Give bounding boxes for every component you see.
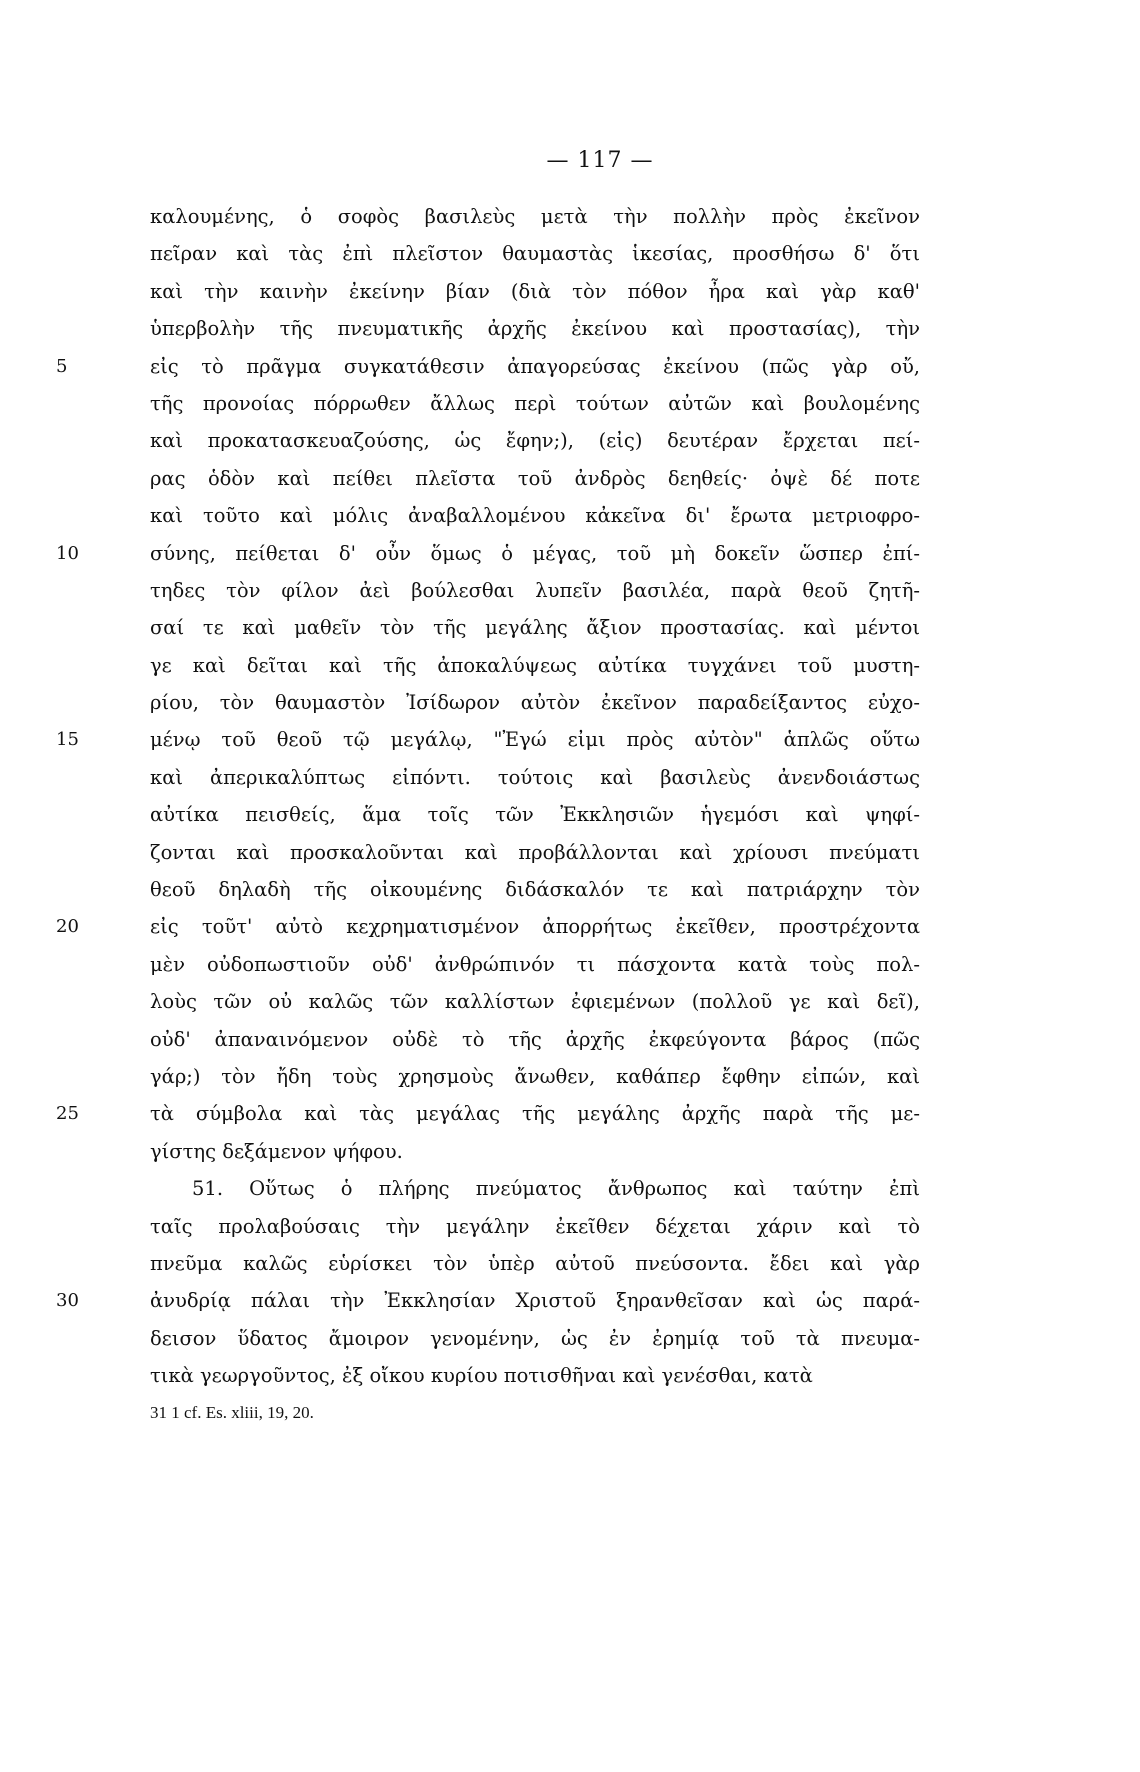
text-line-content: πεῖραν καὶ τὰς ἐπὶ πλεῖστον θαυμαστὰς ἱκεσίας, προσθήσω δ' ὅτι <box>150 242 920 266</box>
text-line-content: θεοῦ δηλαδὴ τῆς οἰκουμένης διδάσκαλόν τε καὶ πατριάρχην τὸν <box>150 878 920 902</box>
text-line <box>150 609 920 646</box>
text-line <box>56 1282 920 1319</box>
text-line-content: ἀνυδρίᾳ πάλαι τὴν Ἐκκλησίαν Χριστοῦ ξηρανθεῖσαν καὶ ὡς παρά- <box>150 1289 920 1313</box>
body-text <box>56 198 920 1395</box>
text-line-content: καὶ τοῦτο καὶ μόλις ἀναβαλλομένου κἀκεῖνα δι' ἔρωτα μετριοφρο- <box>150 504 920 528</box>
line-number: 15 <box>56 729 79 751</box>
text-line-content: μὲν οὐδοπωστιοῦν οὐδ' ἀνθρώπινόν τι πάσχοντα κατὰ τοὺς πολ- <box>150 952 920 976</box>
text-line <box>150 1170 920 1207</box>
text-line-content: ὑπερβολὴν τῆς πνευματικῆς ἀρχῆς ἐκείνου καὶ προστασίας), τὴν <box>150 317 920 341</box>
text-line <box>150 647 920 684</box>
text-line <box>150 796 920 833</box>
text-line <box>150 422 920 459</box>
text-line-content: τικὰ γεωργοῦντος, ἐξ οἴκου κυρίου ποτισθῆναι καὶ γενέσθαι, κατὰ <box>150 1364 813 1388</box>
text-line-content: τῆς προνοίας πόρρωθεν ἄλλως περὶ τούτων αὐτῶν καὶ βουλομένης <box>150 391 920 415</box>
text-line <box>150 684 920 721</box>
text-line <box>150 235 920 272</box>
text-line <box>56 1095 920 1132</box>
line-number: 20 <box>56 916 79 938</box>
text-line <box>150 385 920 422</box>
page-number: — 117 — <box>546 148 654 173</box>
line-number: 30 <box>56 1290 79 1312</box>
text-line <box>150 759 920 796</box>
text-line <box>150 1021 920 1058</box>
text-line-content: λοὺς τῶν οὐ καλῶς τῶν καλλίστων ἐφιεμένων (πολλοῦ γε καὶ δεῖ), <box>150 990 920 1014</box>
text-line <box>150 1208 920 1245</box>
text-line <box>150 1245 920 1282</box>
text-line-content: ρας ὁδὸν καὶ πείθει πλεῖστα τοῦ ἀνδρὸς δεηθείς· ὀψὲ δέ ποτε <box>150 466 920 490</box>
text-line-content: ρίου, τὸν θαυμαστὸν Ἰσίδωρον αὐτὸν ἐκεῖνον παραδείξαντος εὐχο- <box>150 691 920 715</box>
text-line-content: ταῖς προλαβούσαις τὴν μεγάλην ἐκεῖθεν δέχεται χάριν καὶ τὸ <box>150 1214 920 1238</box>
text-line-content: αὐτίκα πεισθείς, ἅμα τοῖς τῶν Ἐκκλησιῶν ἡγεμόσι καὶ ψηφί- <box>150 803 920 827</box>
text-line <box>150 310 920 347</box>
text-line <box>150 834 920 871</box>
text-line-content: μένῳ τοῦ θεοῦ τῷ μεγάλῳ, "Ἐγώ εἰμι πρὸς αὐτὸν" ἁπλῶς οὕτω <box>150 728 920 752</box>
text-line <box>150 273 920 310</box>
text-line <box>56 348 920 385</box>
text-line <box>150 983 920 1020</box>
text-line-content: οὐδ' ἀπαναινόμενον οὐδὲ τὸ τῆς ἀρχῆς ἐκφεύγοντα βάρος (πῶς <box>150 1027 920 1051</box>
text-line-content: σύνης, πείθεται δ' οὖν ὅμως ὁ μέγας, τοῦ μὴ δοκεῖν ὥσπερ ἐπί- <box>150 541 920 565</box>
text-line-content: τηδες τὸν φίλον ἀεὶ βούλεσθαι λυπεῖν βασιλέα, παρὰ θεοῦ ζητῆ- <box>150 578 920 602</box>
text-line <box>56 535 920 572</box>
text-line <box>150 1058 920 1095</box>
text-line <box>150 460 920 497</box>
text-line-content: καὶ ἀπερικαλύπτως εἰπόντι. τούτοις καὶ βασιλεὺς ἀνενδοιάστως <box>150 765 920 789</box>
line-number: 10 <box>56 542 79 564</box>
text-line <box>56 721 920 758</box>
text-line <box>150 1320 920 1357</box>
text-line-content: καλουμένης, ὁ σοφὸς βασιλεὺς μετὰ τὴν πολλὴν πρὸς ἐκεῖνον <box>150 205 920 228</box>
text-line-content: γάρ;) τὸν ἤδη τοὺς χρησμοὺς ἄνωθεν, καθάπερ ἔφθην εἰπών, καὶ <box>150 1064 920 1088</box>
text-line-content: τὰ σύμβολα καὶ τὰς μεγάλας τῆς μεγάλης ἀρχῆς παρὰ τῆς με- <box>150 1102 920 1126</box>
text-line <box>150 198 920 235</box>
text-line-content: γε καὶ δεῖται καὶ τῆς ἀποκαλύψεως αὐτίκα τυγχάνει τοῦ μυστη- <box>150 653 920 677</box>
text-line-content: καὶ τὴν καινὴν ἐκείνην βίαν (διὰ τὸν πόθον ἦρα καὶ γὰρ καθ' <box>150 279 920 303</box>
text-line-content: γίστης δεξάμενον ψήφου. <box>150 1139 403 1163</box>
line-number: 5 <box>56 355 68 377</box>
text-line-content: πνεῦμα καλῶς εὑρίσκει τὸν ὑπὲρ αὐτοῦ πνεύσοντα. ἔδει καὶ γὰρ <box>150 1251 920 1275</box>
text-line-content: καὶ προκατασκευαζούσης, ὡς ἔφην;), (εἰς) δευτέραν ἔρχεται πεί- <box>150 429 920 453</box>
text-line <box>150 497 920 534</box>
text-line-content: εἰς τὸ πρᾶγμα συγκατάθεσιν ἀπαγορεύσας ἐκείνου (πῶς γὰρ οὔ, <box>150 354 920 378</box>
footnote: 31 1 cf. Es. xliii, 19, 20. <box>150 1403 314 1422</box>
text-line <box>150 871 920 908</box>
text-line-content: σαί τε καὶ μαθεῖν τὸν τῆς μεγάλης ἄξιον προστασίας. καὶ μέντοι <box>150 616 920 640</box>
text-line-content: εἰς τοῦτ' αὐτὸ κεχρηματισμένον ἀπορρήτως ἐκεῖθεν, προστρέχοντα <box>150 915 920 939</box>
text-line-content: ζονται καὶ προσκαλοῦνται καὶ προβάλλονται καὶ χρίουσι πνεύματι <box>150 840 920 864</box>
line-number: 25 <box>56 1103 79 1125</box>
text-line <box>150 1133 920 1170</box>
text-line-content: δεισον ὕδατος ἄμοιρον γενομένην, ὡς ἐν ἐρημίᾳ τοῦ τὰ πνευμα- <box>150 1326 920 1350</box>
text-line <box>56 908 920 945</box>
text-line <box>150 572 920 609</box>
text-line <box>150 946 920 983</box>
text-line <box>150 1357 920 1394</box>
text-line-content: 51. Οὕτως ὁ πλήρης πνεύματος ἄνθρωπος καὶ ταύτην ἐπὶ <box>192 1177 920 1201</box>
